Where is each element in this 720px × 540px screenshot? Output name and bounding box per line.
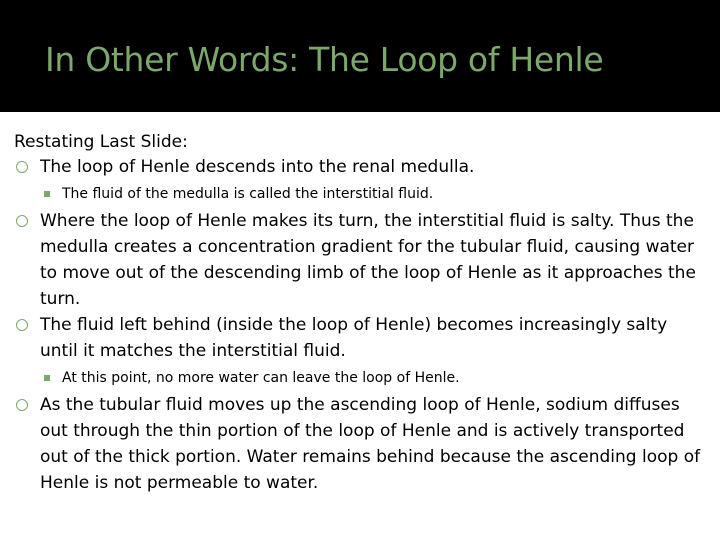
square-bullet-icon — [44, 375, 50, 381]
sub-bullet-1-text: The fluid of the medulla is called the interstitial fluid. — [62, 186, 434, 202]
bullet-4 — [14, 392, 704, 496]
sub-bullet-3-text: At this point, no more water can leave the loop of Henle. — [62, 370, 460, 386]
intro-text: Restating Last Slide: — [14, 132, 188, 152]
bullet-3 — [14, 312, 704, 364]
hollow-circle-bullet-icon — [16, 399, 28, 411]
bullet-1-text: The loop of Henle descends into the renal medulla. — [40, 157, 475, 177]
title-band — [0, 0, 720, 112]
slide-title: In Other Words: The Loop of Henle — [45, 40, 604, 79]
hollow-circle-bullet-icon — [16, 215, 28, 227]
bullet-2 — [14, 208, 704, 312]
sub-bullet-1 — [14, 184, 704, 204]
bullet-1 — [14, 154, 704, 180]
slide-body — [14, 130, 704, 496]
hollow-circle-bullet-icon — [16, 161, 28, 173]
bullet-2-text: Where the loop of Henle makes its turn, the interstitial fluid is salty. Thus the medulla creates a concentration gradient for the tubular fluid, causing water to move out of the descending limb of the loop of Henle as it approaches the turn. — [40, 211, 696, 309]
bullet-3-text: The fluid left behind (inside the loop of Henle) becomes increasingly salty until it matches the interstitial fluid. — [40, 315, 668, 361]
sub-bullet-3 — [14, 368, 704, 388]
square-bullet-icon — [44, 191, 50, 197]
bullet-4-text: As the tubular fluid moves up the ascending loop of Henle, sodium diffuses out through the thin portion of the loop of Henle and is actively transported out of the thick portion. Water remains behind because the ascending loop of Henle is not permeable to water. — [40, 395, 701, 493]
hollow-circle-bullet-icon — [16, 319, 28, 331]
